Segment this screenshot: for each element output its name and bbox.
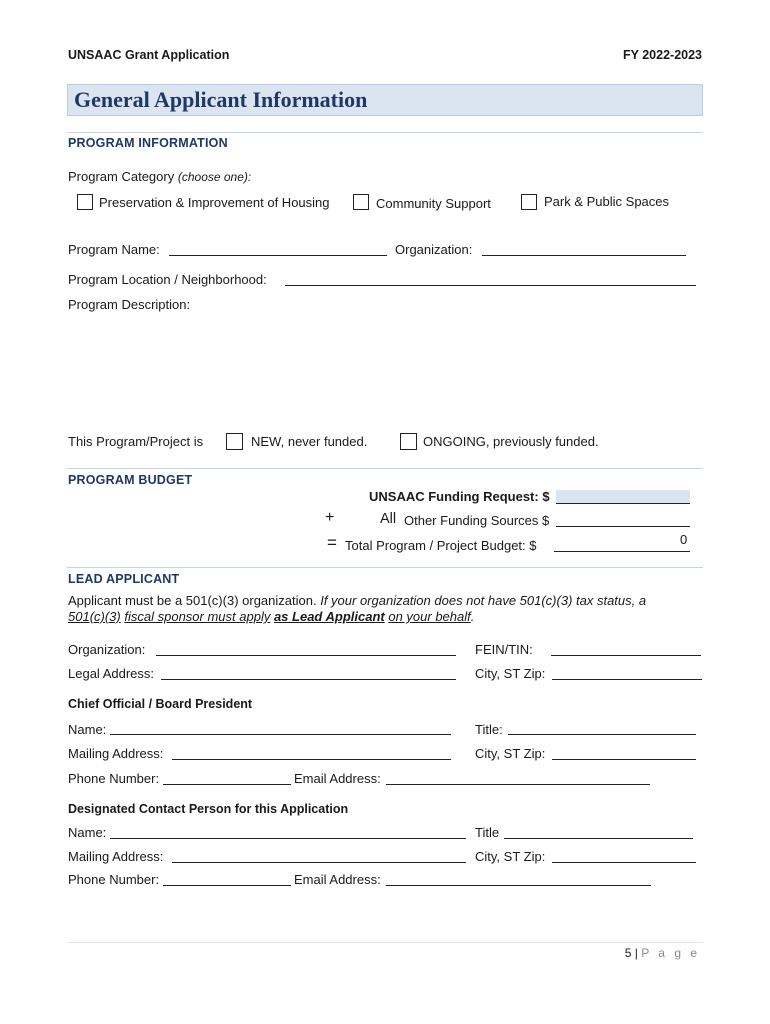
lead-note-501c3: 501(c)(3) (68, 609, 121, 624)
header-right: FY 2022-2023 (623, 48, 702, 62)
total-budget-label: Total Program / Project Budget: $ (345, 538, 537, 553)
total-budget-field[interactable] (554, 551, 690, 552)
other-all-text: All (380, 511, 397, 527)
option-park-label: Park & Public Spaces (544, 194, 670, 209)
contact-phone-label: Phone Number: (68, 872, 160, 887)
total-budget-value: 0 (680, 532, 688, 547)
contact-mailing-label: Mailing Address: (68, 849, 164, 864)
lead-note-sponsor: fiscal sponsor must apply (124, 609, 271, 624)
lead-note-line2 (68, 609, 474, 624)
contact-phone-field[interactable] (163, 885, 291, 886)
chief-title-field[interactable] (508, 734, 696, 735)
fein-label: FEIN/TIN: (475, 642, 533, 657)
lead-note-plain: Applicant must be a 501(c)(3) organization. (68, 593, 317, 608)
divider (67, 567, 703, 568)
lead-org-field[interactable] (156, 655, 456, 656)
category-label-text: Program Category (68, 169, 175, 184)
chief-heading: Chief Official / Board President (68, 697, 253, 711)
program-org-field[interactable] (482, 255, 686, 256)
other-funding-label: Other Funding Sources $ (404, 513, 550, 528)
chief-city-field[interactable] (552, 759, 696, 760)
program-org-label: Organization: (395, 242, 473, 257)
divider (67, 468, 703, 469)
page-word: P a g e (641, 946, 700, 960)
lead-note-line1 (68, 593, 646, 608)
chief-title-label: Title: (475, 722, 503, 737)
equals-sign: = (327, 533, 337, 552)
funding-request-field[interactable] (556, 490, 690, 504)
checkbox-ongoing[interactable] (400, 433, 417, 450)
legal-address-field[interactable] (161, 679, 456, 680)
lead-note-italic: If your organization does not have 501(c)(3) tax status, a (320, 593, 647, 608)
lead-city-field[interactable] (552, 679, 702, 680)
contact-title-label: Title (475, 825, 500, 840)
option-housing-label: Preservation & Improvement of Housing (99, 195, 330, 210)
page-number: 5 (624, 946, 632, 960)
program-location-field[interactable] (285, 285, 696, 286)
contact-title-field[interactable] (504, 838, 693, 839)
chief-email-field[interactable] (386, 784, 650, 785)
lead-note-period: . (470, 609, 475, 624)
header-left: UNSAAC Grant Application (68, 48, 230, 62)
lead-note-behalf: on your behalf (388, 609, 471, 624)
checkbox-community[interactable] (353, 194, 369, 210)
option-community-label: Community Support (376, 196, 491, 211)
page-footer (625, 946, 700, 960)
funding-request-label: UNSAAC Funding Request: $ (369, 489, 550, 504)
lead-note-lead-applicant: as Lead Applicant (273, 609, 385, 624)
chief-mailing-label: Mailing Address: (68, 746, 164, 761)
checkbox-park[interactable] (521, 194, 537, 210)
lead-city-label: City, ST Zip: (475, 666, 546, 681)
footer-divider (67, 942, 703, 943)
other-funding-field[interactable] (556, 526, 690, 527)
contact-mailing-field[interactable] (172, 862, 466, 863)
checkbox-housing[interactable] (77, 194, 93, 210)
contact-email-field[interactable] (386, 885, 651, 886)
program-name-field[interactable] (169, 255, 387, 256)
program-name-label: Program Name: (68, 242, 160, 257)
contact-city-field[interactable] (552, 862, 696, 863)
title-bar (67, 84, 703, 116)
chief-mailing-field[interactable] (172, 759, 451, 760)
plus-sign: + (325, 509, 335, 526)
checkbox-new[interactable] (226, 433, 243, 450)
lead-applicant-heading: LEAD APPLICANT (68, 572, 180, 586)
program-description-field[interactable] (68, 318, 696, 422)
chief-email-label: Email Address: (294, 771, 381, 786)
contact-heading: Designated Contact Person for this Application (68, 802, 349, 816)
program-description-label: Program Description: (68, 297, 191, 312)
program-info-heading: PROGRAM INFORMATION (68, 136, 228, 150)
program-category-label (68, 169, 251, 184)
lead-org-label: Organization: (68, 642, 146, 657)
chief-name-label: Name: (68, 722, 107, 737)
contact-email-label: Email Address: (294, 872, 381, 887)
chief-phone-label: Phone Number: (68, 771, 160, 786)
chief-phone-field[interactable] (163, 784, 291, 785)
status-ongoing-label: ONGOING, previously funded. (423, 434, 599, 449)
contact-name-label: Name: (68, 825, 107, 840)
program-location-label: Program Location / Neighborhood: (68, 272, 267, 287)
page-title: General Applicant Information (74, 87, 368, 112)
category-hint: (choose one): (177, 170, 252, 184)
fein-field[interactable] (551, 655, 701, 656)
chief-name-field[interactable] (110, 734, 451, 735)
divider (67, 132, 703, 133)
contact-name-field[interactable] (110, 838, 466, 839)
contact-city-label: City, ST Zip: (475, 849, 546, 864)
status-new-label: NEW, never funded. (251, 434, 368, 449)
legal-address-label: Legal Address: (68, 666, 155, 681)
page-separator: | (634, 946, 638, 960)
program-budget-heading: PROGRAM BUDGET (68, 473, 193, 487)
program-status-label: This Program/Project is (68, 434, 204, 449)
chief-city-label: City, ST Zip: (475, 746, 546, 761)
